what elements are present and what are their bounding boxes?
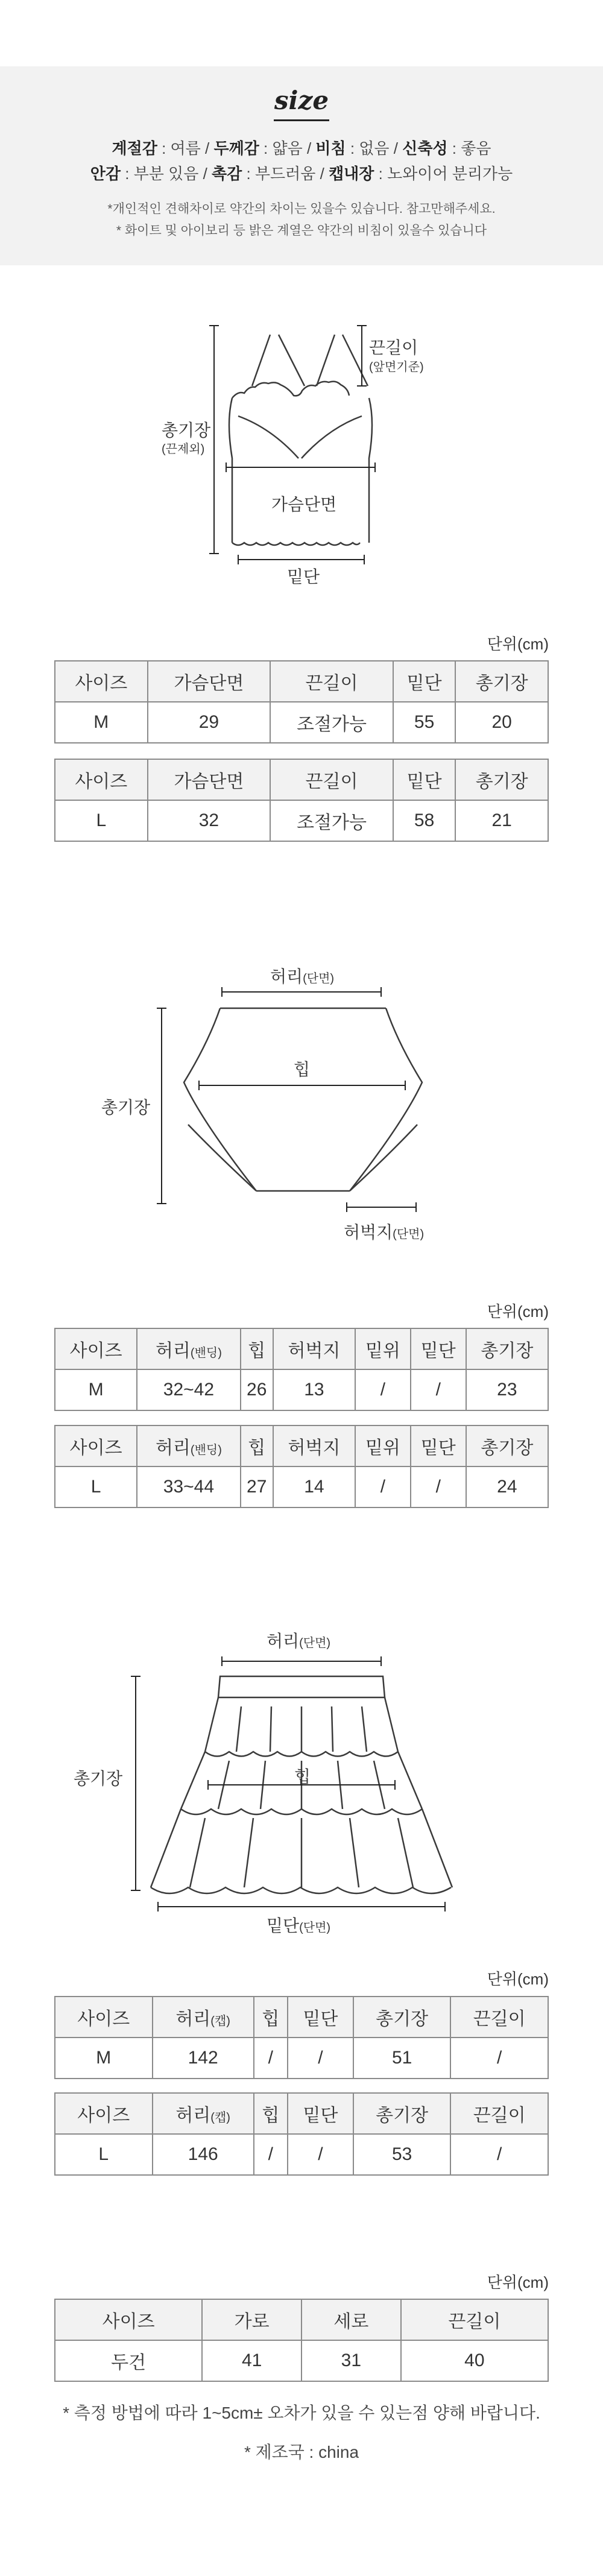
table-cell: / <box>254 2134 288 2175</box>
table-header-cell: 밑단 <box>393 661 456 702</box>
table-cell: 32 <box>148 800 271 841</box>
table-header-cell: 힙 <box>254 1997 288 2038</box>
table-header-cell: 사이즈 <box>55 2299 202 2340</box>
table-cell: 41 <box>202 2340 302 2381</box>
table-header-cell: 사이즈 <box>55 759 148 800</box>
table-cell: 53 <box>353 2134 451 2175</box>
table-row <box>55 2038 548 2079</box>
skirt-hem-label: 밑단(단면) <box>267 1916 331 1935</box>
table-header-cell: 끈길이 <box>450 2093 548 2134</box>
bralette-total-length-note: (끈제외) <box>162 443 205 456</box>
spec-cup-label: 캡내장 <box>329 165 374 183</box>
panty-waist-label: 허리(단면) <box>270 967 335 986</box>
table-header-cell: 가슴단면 <box>148 661 271 702</box>
table-header-cell: 가슴단면 <box>148 759 271 800</box>
skirt-tier1-right <box>385 1697 398 1752</box>
table-header-cell: 총기장 <box>466 1425 548 1466</box>
skirt-tier1-hem <box>205 1752 398 1757</box>
table-header-cell: 밑위 <box>355 1425 411 1466</box>
table-cell: / <box>254 2038 288 2079</box>
note-line-2: * 화이트 및 아이보리 등 밝은 계열은 약간의 비침이 있을수 있습니다 <box>116 224 487 238</box>
table-header-cell: 끈길이 <box>401 2299 548 2340</box>
table-header-cell: 총기장 <box>455 759 548 800</box>
table-header-cell: 허벅지 <box>273 1425 355 1466</box>
measurement-note: * 측정 방법에 따라 1~5cm± 오차가 있을 수 있는점 양해 바랍니다. <box>63 2404 540 2422</box>
table-cell: 20 <box>455 702 548 743</box>
table-cell: M <box>55 1369 137 1410</box>
table-cell: 26 <box>241 1369 273 1410</box>
table-cell: 21 <box>455 800 548 841</box>
table-cell: 58 <box>393 800 456 841</box>
table-cell: / <box>355 1466 411 1507</box>
table-header-cell: 총기장 <box>353 1997 451 2038</box>
skirt-waist-label: 허리(단면) <box>267 1632 331 1650</box>
table-header-cell: 힙 <box>241 1328 273 1369</box>
spec-sheer-label: 비침 <box>315 139 346 157</box>
table-header-cell: 힙 <box>241 1425 273 1466</box>
table-header-cell: 세로 <box>302 2299 401 2340</box>
skirt-size-table-l <box>54 2092 549 2176</box>
table-row <box>55 2340 548 2381</box>
table-header-cell: 밑단 <box>411 1425 466 1466</box>
skirt-unit-label: 단위(cm) <box>487 1970 549 1988</box>
panty-length-label: 총기장 <box>101 1098 151 1117</box>
table-cell: 29 <box>148 702 271 743</box>
bralette-strap-note: (앞면기준) <box>369 361 424 374</box>
table-cell: 14 <box>273 1466 355 1507</box>
table-header-cell: 사이즈 <box>55 1997 153 2038</box>
table-cell: / <box>288 2134 353 2175</box>
table-cell: M <box>55 2038 153 2079</box>
spec-stretch-value: : 좋음 <box>447 139 491 157</box>
spec-sheer-value: : 없음 / <box>346 139 403 157</box>
table-cell: 23 <box>466 1369 548 1410</box>
note-line-1: *개인적인 견해차이로 약간의 차이는 있을수 있습니다. 참고만해주세요. <box>107 202 496 216</box>
scarf-unit-label: 단위(cm) <box>487 2273 549 2291</box>
skirt-size-table-m <box>54 1996 549 2079</box>
table-header-cell: 끈길이 <box>270 759 393 800</box>
table-header-cell: 밑단 <box>288 1997 353 2038</box>
panty-unit-label: 단위(cm) <box>487 1302 549 1321</box>
table-header-cell: 총기장 <box>353 2093 451 2134</box>
table-header-cell: 힙 <box>254 2093 288 2134</box>
table-cell: 31 <box>302 2340 401 2381</box>
skirt-tier3-left <box>151 1809 181 1887</box>
table-cell: 27 <box>241 1466 273 1507</box>
table-cell: 24 <box>466 1466 548 1507</box>
scarf-size-table <box>54 2299 549 2382</box>
bralette-unit-label: 단위(cm) <box>487 635 549 653</box>
table-header-cell: 총기장 <box>466 1328 548 1369</box>
table-header-cell: 밑단 <box>288 2093 353 2134</box>
table-cell: / <box>288 2038 353 2079</box>
table-header-cell: 사이즈 <box>55 2093 153 2134</box>
table-cell: L <box>55 800 148 841</box>
table-cell: 146 <box>153 2134 254 2175</box>
skirt-tier2-right <box>398 1752 422 1809</box>
bralette-chest-label: 가슴단면 <box>271 495 337 514</box>
table-header-cell: 끈길이 <box>270 661 393 702</box>
panty-hip-label: 힙 <box>294 1060 311 1079</box>
table-cell: 32~42 <box>137 1369 240 1410</box>
table-header-cell: 허리(캡) <box>153 2093 254 2134</box>
origin-note: * 제조국 : china <box>244 2443 359 2461</box>
spec-stretch-label: 신축성 <box>402 139 448 157</box>
table-header-cell: 사이즈 <box>55 1425 137 1466</box>
spec-touch-label: 촉감 <box>212 165 242 183</box>
table-cell: L <box>55 1466 137 1507</box>
spec-touch-value: : 부드러움 / <box>242 165 329 183</box>
table-cell: / <box>355 1369 411 1410</box>
spec-season-value: : 여름 / <box>157 139 214 157</box>
size-title: size <box>274 86 329 115</box>
table-cell: / <box>411 1466 466 1507</box>
table-row <box>55 2134 548 2175</box>
table-cell: / <box>450 2038 548 2079</box>
table-cell: 33~44 <box>137 1466 240 1507</box>
panty-thigh-label: 허벅지(단면) <box>344 1223 425 1242</box>
table-cell: 51 <box>353 2038 451 2079</box>
spec-thickness-label: 두께감 <box>213 139 259 157</box>
table-header-cell: 밑위 <box>355 1328 411 1369</box>
table-cell: L <box>55 2134 153 2175</box>
skirt-tier3-right <box>422 1809 452 1887</box>
table-header-cell: 사이즈 <box>55 1328 137 1369</box>
bralette-strap-label: 끈길이 <box>369 338 418 357</box>
skirt-tier3-hem <box>151 1887 451 1893</box>
table-cell: / <box>450 2134 548 2175</box>
table-cell: 40 <box>401 2340 548 2381</box>
table-header-cell: 허리(캡) <box>153 1997 254 2038</box>
table-header-cell: 가로 <box>202 2299 302 2340</box>
table-cell: 조절가능 <box>270 702 393 743</box>
spec-lining-label: 안감 <box>90 165 121 183</box>
table-cell: / <box>411 1369 466 1410</box>
table-cell: 조절가능 <box>270 800 393 841</box>
skirt-tier1-left <box>205 1697 218 1752</box>
spec-lining-value: : 부분 있음 / <box>120 165 212 183</box>
bralette-total-length-label: 총기장 <box>162 421 211 440</box>
table-cell: 142 <box>153 2038 254 2079</box>
table-cell: M <box>55 702 148 743</box>
table-header-cell: 밑단 <box>393 759 456 800</box>
bralette-hem-label: 밑단 <box>287 567 320 586</box>
skirt-tier2-hem <box>181 1809 422 1814</box>
table-header-cell: 허리(밴딩) <box>137 1425 240 1466</box>
skirt-tier2-left <box>181 1752 205 1809</box>
table-cell: 두건 <box>55 2340 202 2381</box>
table-header-cell: 총기장 <box>455 661 548 702</box>
spec-cup-value: : 노와이어 분리가능 <box>374 165 513 183</box>
table-header-cell: 허리(밴딩) <box>137 1328 240 1369</box>
skirt-hip-label: 힙 <box>294 1767 311 1786</box>
skirt-length-label: 총기장 <box>74 1769 123 1788</box>
table-header-cell: 허벅지 <box>273 1328 355 1369</box>
spec-thickness-value: : 얇음 / <box>259 139 316 157</box>
table-header-cell: 사이즈 <box>55 661 148 702</box>
table-header-cell: 밑단 <box>411 1328 466 1369</box>
spec-season-label: 계절감 <box>112 139 157 157</box>
table-cell: 13 <box>273 1369 355 1410</box>
table-cell: 55 <box>393 702 456 743</box>
table-header-cell: 끈길이 <box>450 1997 548 2038</box>
skirt-waistband <box>218 1676 385 1697</box>
